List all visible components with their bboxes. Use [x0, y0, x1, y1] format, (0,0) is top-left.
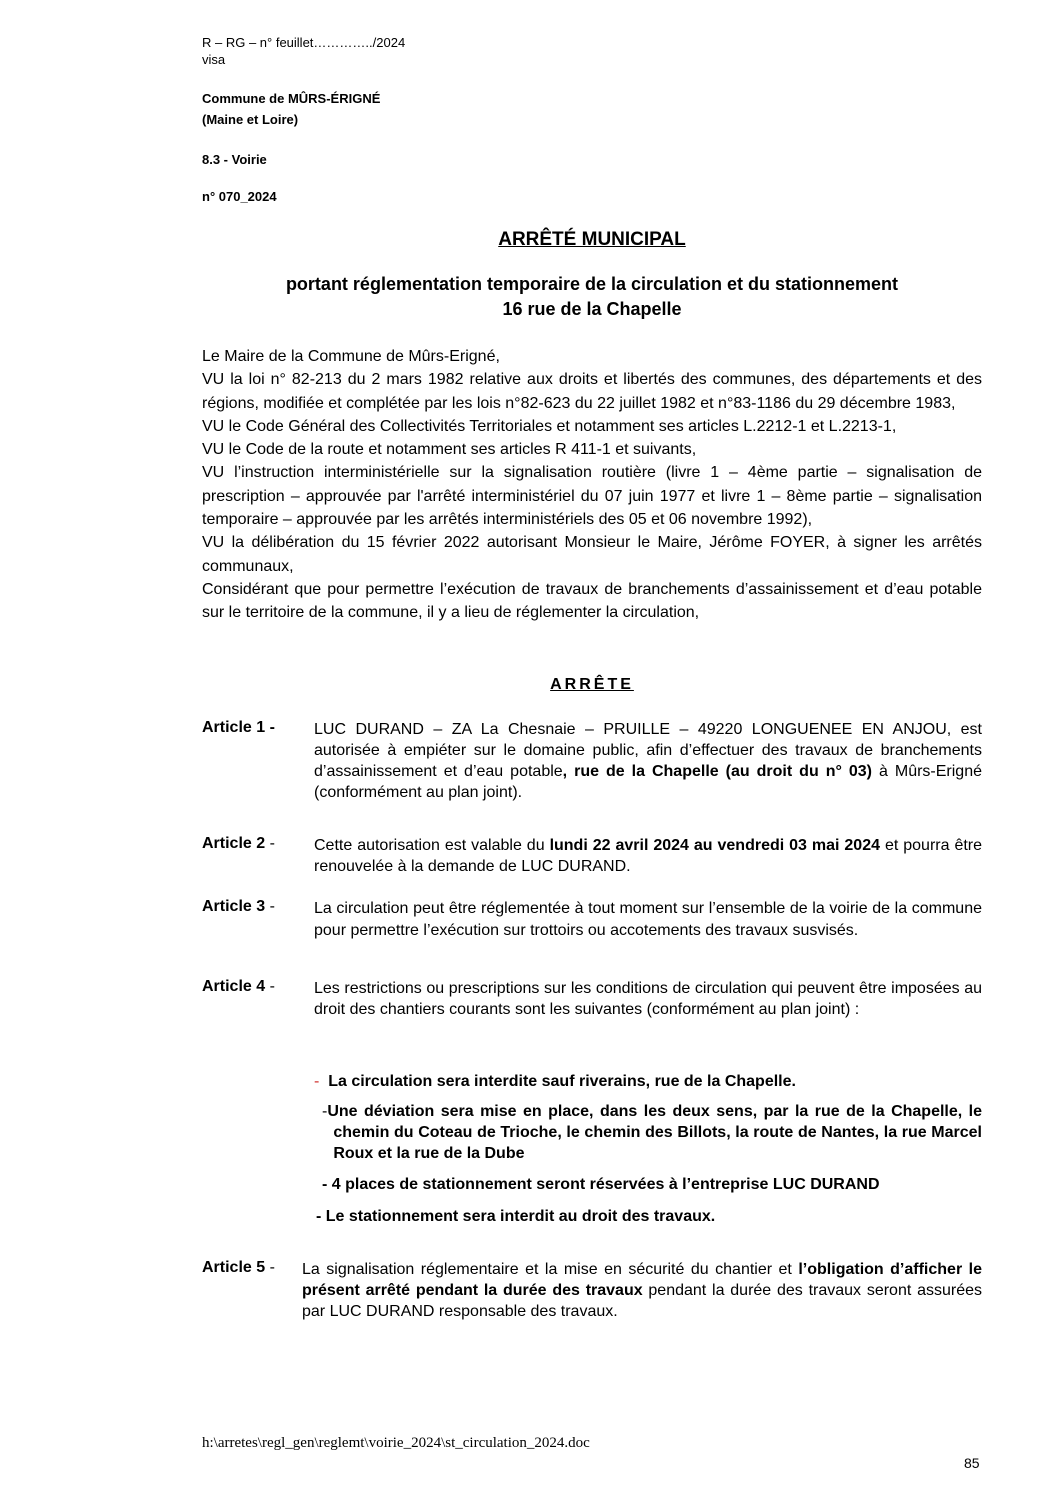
bullet-text: La circulation sera interdite sauf riverains, rue de la Chapelle. — [328, 1073, 796, 1090]
article-text-part: pendant la durée des travaux seront assurées par LUC DURAND responsable des travaux. — [302, 1282, 982, 1320]
document-subtitle — [202, 272, 982, 322]
article-1-text — [314, 719, 982, 803]
bullet-dash: - — [322, 1103, 328, 1120]
bullet-text: Une déviation sera mise en place, dans les deux sens, par la rue de la Chapelle, le chemin du Coteau de Trioche, le chemin des Billots, la route de Nantes, la rue Marcel Roux et la rue de la Dube — [327, 1103, 982, 1162]
document-title: ARRÊTÉ MUNICIPAL — [498, 229, 686, 250]
article-4-label — [202, 978, 275, 996]
preamble-line: Le Maire de la Commune de Mûrs-Erigné, — [202, 348, 500, 365]
header-ref-line: R – RG – n° feuillet…………../2024 — [202, 35, 406, 50]
article-label-text: Article 4 — [202, 978, 266, 995]
preamble-line: VU le Code de la route et notamment ses articles R 411-1 et suivants, — [202, 441, 697, 459]
article-text-emphasis: lundi 22 avril 2024 au vendredi 03 mai 2024 — [549, 837, 880, 854]
article-4-bullet-4: - Le stationnement sera interdit au droit des travaux. — [316, 1208, 716, 1225]
preamble-line: VU l’instruction interministérielle sur la signalisation routière (livre 1 – 4ème partie – signalisation de prescription – approuvée par l'arrêté interministériel du 07 juin 1977 et livre 1 – 8ème partie – signalisation temporaire – approuvée par les arrêtés interministériels des 05 et 06 novembre 1992), — [202, 464, 982, 529]
preamble-line: VU la loi n° 82-213 du 2 mars 1982 relative aux droits et libertés des communes, des départements et des régions, modifiée et complétée par les lois n°82-623 du 22 juillet 1982 et n°83-1186 du 29 décembre 1983, — [202, 371, 982, 412]
article-text-part: LUC DURAND – ZA La Chesnaie – PRUILLE – 49220 LONGUENEE EN ANJOU, est autorisée à empiéter sur le domaine public, afin d’effectuer des travaux de branchements d’assainissement et d’eau potable — [314, 721, 982, 780]
article-4-bullet-2 — [322, 1101, 982, 1164]
footer-file-path: h:\arretes\regl_gen\reglemt\voirie_2024\st_circulation_2024.doc — [202, 1435, 590, 1451]
article-3-text: La circulation peut être réglementée à tout moment sur l’ensemble de la voirie de la commune pour permettre l’exécution sur trottoirs ou accotements des travaux susvisés. — [314, 900, 982, 939]
article-4-bullet-3: - 4 places de stationnement seront réservées à l’entreprise LUC DURAND — [322, 1176, 880, 1193]
preamble-line: VU la délibération du 15 février 2022 autorisant Monsieur le Maire, Jérôme FOYER, à signer les arrêtés communaux, — [202, 534, 982, 575]
article-text-part: à Mûrs-Erigné (conformément au plan joint). — [314, 763, 983, 801]
article-text-emphasis: , rue de la Chapelle (au droit du n° 03) — [562, 763, 872, 780]
subtitle-line-2: 16 rue de la Chapelle — [502, 299, 682, 319]
commune-name: Commune de MÛRS-ÉRIGNÉ — [202, 91, 381, 106]
article-5-label — [202, 1259, 275, 1277]
article-label-text: Article 1 — [202, 719, 266, 736]
article-3-label — [202, 898, 275, 916]
article-label-text: Article 5 — [202, 1259, 266, 1276]
article-2-label — [202, 835, 275, 853]
article-text-part: Cette autorisation est valable du — [314, 837, 550, 854]
article-1-label — [202, 719, 275, 737]
visa-label: visa — [202, 52, 226, 67]
article-4-bullet-1 — [314, 1071, 796, 1092]
article-2-text — [314, 835, 982, 877]
preamble-line: VU le Code Général des Collectivités Territoriales et notamment ses articles L.2212-1 et L.2213-1, — [202, 417, 897, 435]
article-text-part: La signalisation réglementaire et la mise en sécurité du chantier et — [302, 1261, 799, 1278]
article-label-dash: - — [265, 1259, 275, 1276]
arrete-heading: ARRÊTE — [550, 676, 634, 693]
article-label-text: Article 3 — [202, 898, 266, 915]
page-number: 85 — [964, 1455, 980, 1471]
article-label-dash: - — [265, 898, 275, 915]
article-4-text: Les restrictions ou prescriptions sur les conditions de circulation qui peuvent être imposées au droit des chantiers courants sont les suivantes (conformément au plan joint) : — [314, 980, 982, 1018]
preamble — [202, 345, 982, 625]
preamble-line: Considérant que pour permettre l’exécution de travaux de branchements d’assainissement et d’eau potable sur le territoire de la commune, il y a lieu de réglementer la circulation, — [202, 580, 982, 622]
decree-number: n° 070_2024 — [202, 189, 277, 204]
article-text-emphasis: l’obligation d’afficher le présent arrêté pendant la durée des travaux — [302, 1261, 982, 1299]
article-5-text — [302, 1259, 982, 1322]
article-label-dash: - — [265, 978, 275, 995]
article-label-text: Article 2 — [202, 835, 266, 852]
subtitle-line-1: portant réglementation temporaire de la circulation et du stationnement — [285, 274, 899, 294]
category-label: 8.3 - Voirie — [202, 152, 267, 167]
article-text-part: et pourra être renouvelée à la demande de LUC DURAND. — [314, 837, 983, 875]
article-label-dash: - — [265, 719, 275, 736]
article-label-dash: - — [265, 835, 275, 852]
bullet-dash: - — [314, 1073, 320, 1090]
department-name: (Maine et Loire) — [202, 112, 299, 127]
